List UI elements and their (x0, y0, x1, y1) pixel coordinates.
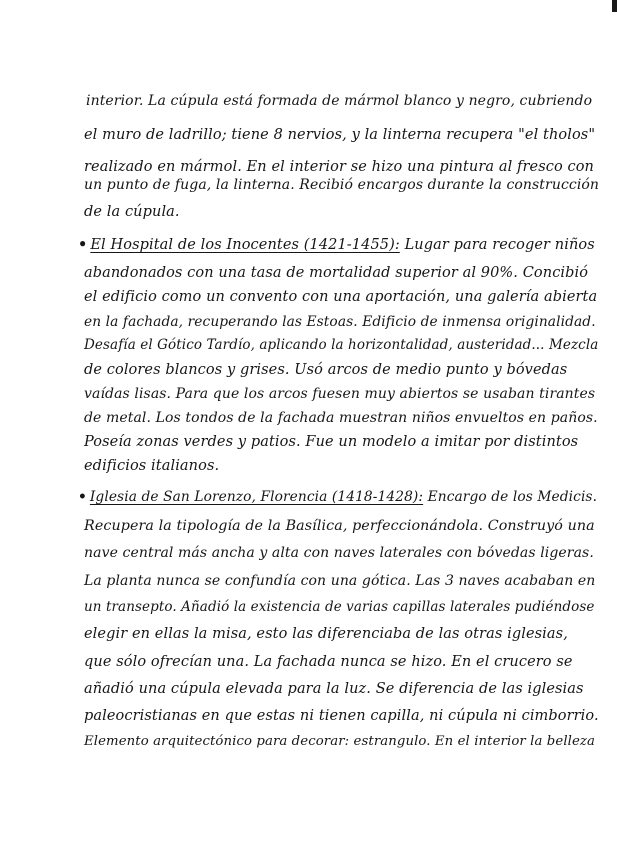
section-heading-line (78, 488, 597, 506)
text-line: de la cúpula. (84, 204, 180, 220)
text-line: paleocristianas en que estas ni tienen capilla, ni cúpula ni cimborrio. (84, 708, 599, 724)
text-line: interior. La cúpula está formada de mármol blanco y negro, cubriendo (86, 93, 593, 109)
text-line: el muro de ladrillo; tiene 8 nervios, y la linterna recupera "el tholos" (84, 127, 596, 143)
text-line: edificios italianos. (84, 458, 220, 474)
text-line: de metal. Los tondos de la fachada muestran niños envueltos en paños. (84, 410, 598, 426)
section-intro: Lugar para recoger niños (399, 237, 595, 253)
text-line: nave central más ancha y alta con naves laterales con bóvedas ligeras. (84, 545, 594, 561)
text-line: Elemento arquitectónico para decorar: estrangulo. En el interior la belleza (84, 734, 596, 749)
text-line: vaídas lisas. Para que los arcos fuesen muy abiertos se usaban tirantes (84, 386, 596, 402)
text-line: un punto de fuga, la linterna. Recibió encargos durante la construcción (84, 177, 600, 193)
text-line: La planta nunca se confundía con una gótica. Las 3 naves acababan en (84, 573, 596, 589)
text-line: elegir en ellas la misa, esto las diferenciaba de las otras iglesias, (84, 626, 568, 642)
section-intro: Encargo de los Medicis. (423, 489, 598, 505)
bullet-point: • (78, 489, 87, 505)
text-line: abandonados con una tasa de mortalidad superior al 90%. Concibió (84, 265, 589, 281)
section-heading-line (78, 236, 595, 254)
bullet-point: • (78, 236, 88, 253)
text-line: un transepto. Añadió la existencia de varias capillas laterales pudiéndose (84, 599, 595, 615)
section-title: Iglesia de San Lorenzo, Florencia (1418-1428): (89, 489, 424, 505)
text-line: realizado en mármol. En el interior se hizo una pintura al fresco con (84, 159, 594, 175)
text-line: Desafía el Gótico Tardío, aplicando la horizontalidad, austeridad... Mezcla (84, 337, 599, 353)
text-line: en la fachada, recuperando las Estoas. Edificio de inmensa originalidad. (84, 314, 596, 330)
text-line: Poseía zonas verdes y patios. Fue un modelo a imitar por distintos (84, 434, 579, 450)
text-line: de colores blancos y grises. Usó arcos de medio punto y bóvedas (84, 362, 568, 378)
section-title: El Hospital de los Inocentes (1421-1455): (90, 237, 400, 253)
text-line: que sólo ofrecían una. La fachada nunca se hizo. En el crucero se (84, 654, 573, 670)
text-line: añadió una cúpula elevada para la luz. Se diferencia de las iglesias (84, 681, 584, 697)
text-line: Recupera la tipología de la Basílica, perfeccionándola. Construyó una (84, 518, 595, 534)
text-line: el edificio como un convento con una aportación, una galería abierta (84, 289, 598, 305)
